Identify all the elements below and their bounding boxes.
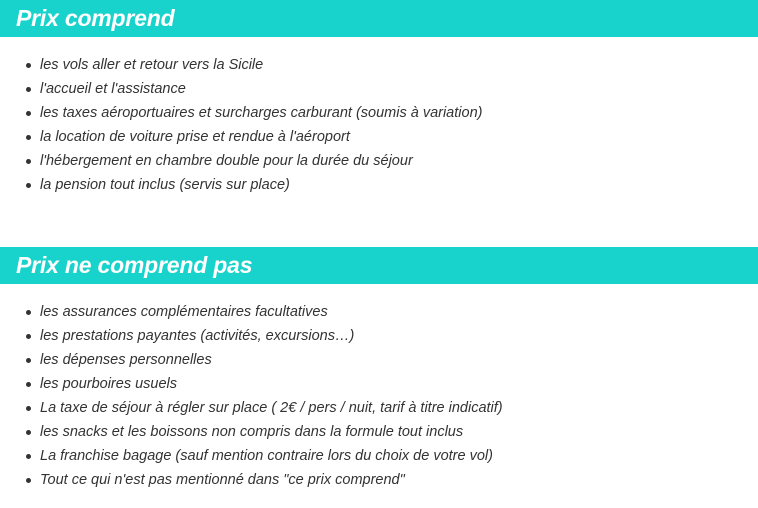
- bullet-icon: [26, 406, 31, 411]
- list-item: [0, 53, 482, 77]
- list-item: [0, 348, 503, 372]
- list-item: [0, 324, 503, 348]
- bullet-icon: [26, 382, 31, 387]
- list-item: [0, 173, 482, 197]
- bullet-icon: [26, 111, 31, 116]
- list-item: [0, 396, 503, 420]
- list-item-text: La taxe de séjour à régler sur place ( 2€ / pers / nuit, tarif à titre indicatif): [40, 400, 503, 416]
- bullet-icon: [26, 334, 31, 339]
- list-item-text: les prestations payantes (activités, excursions…): [40, 328, 355, 344]
- list-item: [0, 77, 482, 101]
- list-item-text: la location de voiture prise et rendue à l'aéroport: [40, 129, 350, 145]
- list-item: [0, 420, 503, 444]
- excluded-section-title: Prix ne comprend pas: [16, 252, 253, 278]
- included-section-header: [0, 0, 758, 37]
- list-item-text: les snacks et les boissons non compris dans la formule tout inclus: [40, 424, 464, 440]
- bullet-icon: [26, 183, 31, 188]
- bullet-icon: [26, 63, 31, 68]
- bullet-icon: [26, 310, 31, 315]
- bullet-icon: [26, 478, 31, 483]
- list-item: [0, 300, 503, 324]
- bullet-icon: [26, 87, 31, 92]
- list-item: [0, 468, 503, 492]
- bullet-icon: [26, 159, 31, 164]
- list-item-text: les pourboires usuels: [40, 376, 178, 392]
- bullet-icon: [26, 135, 31, 140]
- excluded-section-header: [0, 247, 758, 284]
- list-item-text: La franchise bagage (sauf mention contraire lors du choix de votre vol): [40, 448, 493, 464]
- list-item-text: les dépenses personnelles: [40, 352, 212, 368]
- list-item-text: les assurances complémentaires facultatives: [40, 304, 328, 320]
- bullet-icon: [26, 454, 31, 459]
- included-section-title: Prix comprend: [16, 5, 175, 31]
- list-item: [0, 444, 503, 468]
- included-items-list: [0, 53, 482, 197]
- list-item-text: les vols aller et retour vers la Sicile: [40, 57, 264, 73]
- list-item-text: Tout ce qui n'est pas mentionné dans "ce prix comprend": [40, 472, 405, 488]
- list-item: [0, 372, 503, 396]
- list-item: [0, 101, 482, 125]
- list-item-text: les taxes aéroportuaires et surcharges carburant (soumis à variation): [40, 105, 483, 121]
- list-item: [0, 125, 482, 149]
- list-item-text: l'accueil et l'assistance: [40, 81, 186, 97]
- bullet-icon: [26, 358, 31, 363]
- list-item: [0, 149, 482, 173]
- list-item-text: la pension tout inclus (servis sur place): [40, 177, 290, 193]
- list-item-text: l'hébergement en chambre double pour la durée du séjour: [40, 153, 413, 169]
- excluded-items-list: [0, 300, 503, 492]
- bullet-icon: [26, 430, 31, 435]
